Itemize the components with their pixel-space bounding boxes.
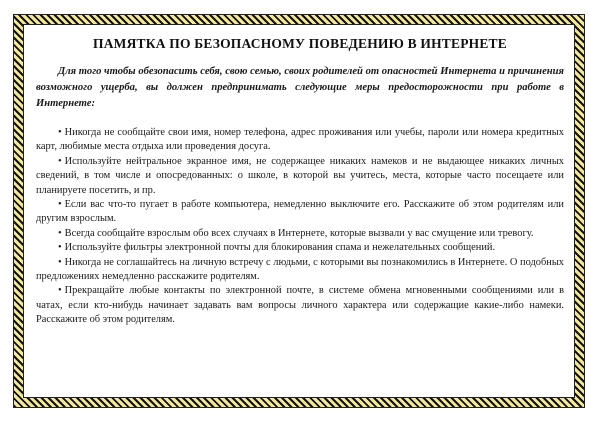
list-item-text: Используйте нейтральное экранное имя, не содержащее никаких намеков и не выдающее никаких личных сведений, в том числе и опосредованных: о школе, в которой вы учитесь, места, которые часто посещаете или планируете посетить, и пр. (36, 155, 564, 196)
list-item-text: Используйте фильтры электронной почты для блокирования спама и нежелательных сообщений. (64, 242, 496, 254)
bullet-icon: • (58, 242, 62, 254)
list-item (36, 284, 564, 327)
list-item (36, 256, 564, 285)
list-item (36, 227, 564, 241)
list-item (36, 198, 564, 227)
bullet-icon: • (58, 127, 62, 138)
list-item (36, 241, 564, 255)
rules-list (36, 126, 564, 328)
list-item-text: Всегда сообщайте взрослым обо всех случаях в Интернете, которые вызвали у вас смущение или тревогу. (64, 227, 534, 239)
bullet-icon: • (58, 155, 62, 167)
list-item (36, 155, 564, 198)
memo-title: ПАМЯТКА ПО БЕЗОПАСНОМУ ПОВЕДЕНИЮ В ИНТЕРНЕТЕ (93, 36, 507, 51)
memo-content (36, 36, 564, 386)
bullet-icon: • (58, 256, 62, 268)
list-item-text: Прекращайте любые контакты по электронной почте, в системе обмена мгновенными сообщениями или в чатах, если кто-нибудь начинает задавать вам вопросы личного характера или содержащие какие-либо намеки. Расскажите об этом родителям. (36, 285, 564, 326)
list-item-text: Никогда не сообщайте свои имя, номер телефона, адрес проживания или учебы, пароли или номера кредитных карт, любимые места отдыха или проведения досуга. (36, 127, 564, 153)
list-item-text: Никогда не соглашайтесь на личную встречу с людьми, с которыми вы познакомились в Интернете. О подобных предложениях немедленно расскажите родителям. (36, 256, 564, 283)
list-item (36, 126, 564, 155)
list-item-text: Если вас что-то пугает в работе компьютера, немедленно выключите его. Расскажите об этом родителям или другим взрослым. (36, 199, 564, 225)
bullet-icon: • (58, 199, 62, 211)
bullet-icon: • (58, 285, 62, 297)
memo-intro: Для того чтобы обезопасить себя, свою семью, своих родителей от опасностей Интернета и причинения возможного ущерба, вы должен предпринимать следующие меры предосторожности при работе в Интернете: (36, 66, 564, 109)
bullet-icon: • (58, 227, 62, 239)
